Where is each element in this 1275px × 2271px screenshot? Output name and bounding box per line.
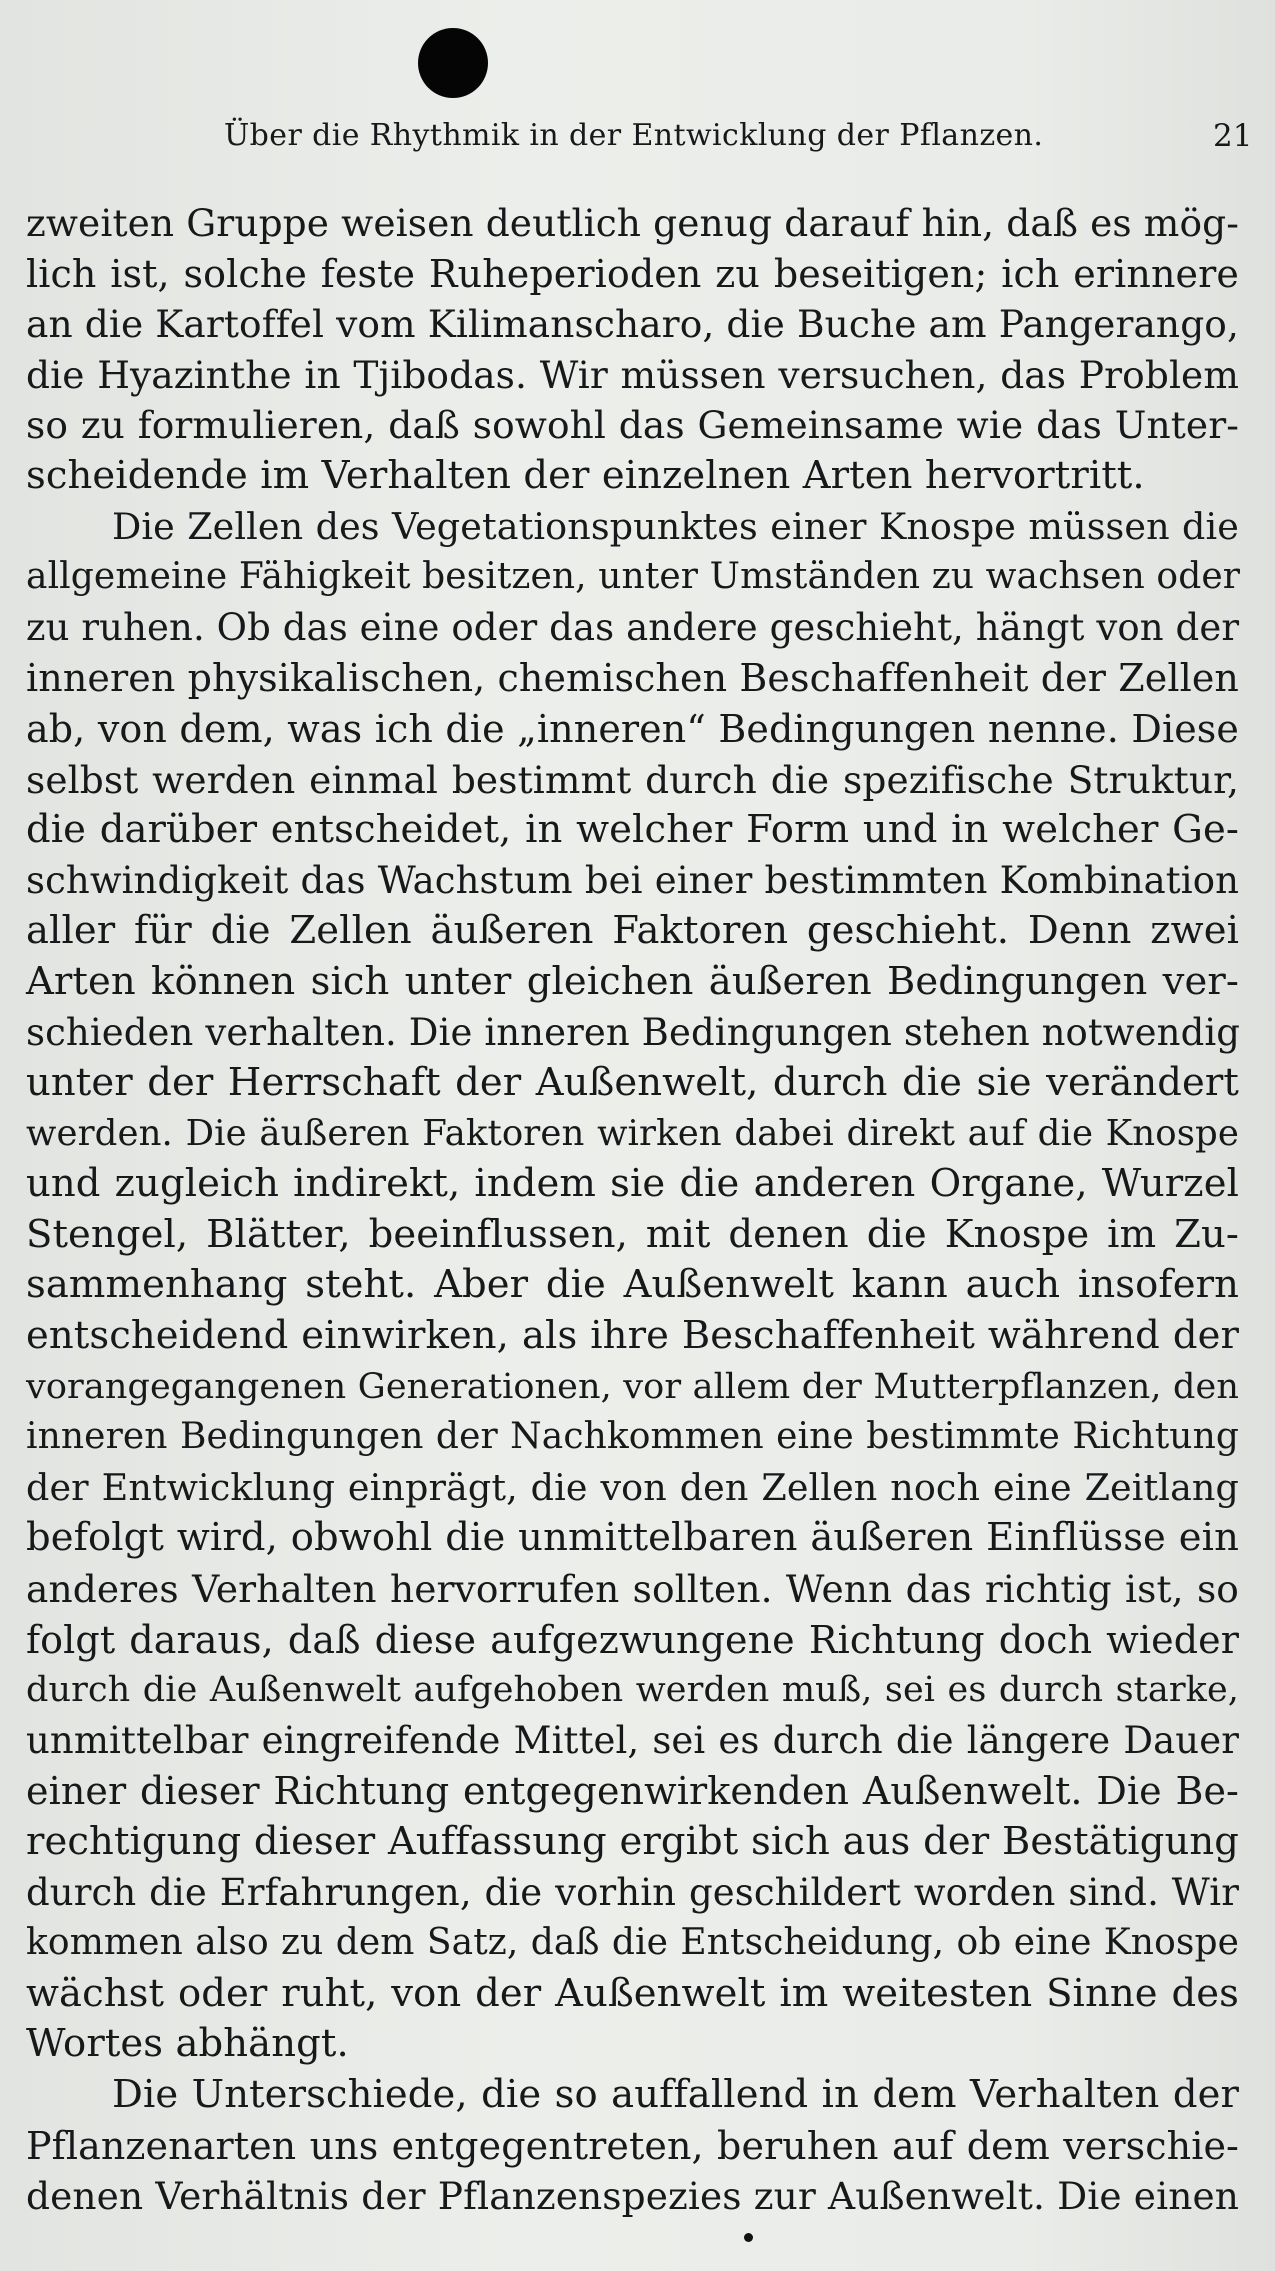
text-line: selbst werden einmal bestimmt durch die spezifische Struktur, bbox=[26, 757, 1239, 802]
running-title: Über die Rhythmik in der Entwicklung der Pflanzen. bbox=[224, 118, 1044, 153]
text-line: entscheidend einwirken, als ihre Beschaffenheit während der bbox=[26, 1313, 1239, 1359]
text-line: unmittelbar eingreifende Mittel, sei es durch die längere Dauer bbox=[26, 1718, 1239, 1762]
text-line: inneren Bedingungen der Nachkommen eine bestimmte Richtung bbox=[26, 1416, 1239, 1458]
body-text bbox=[26, 198, 1239, 2222]
text-line: der Entwicklung einprägt, die von den Zellen noch eine Zeitlang bbox=[26, 1465, 1239, 1509]
text-line: zu ruhen. Ob das eine oder das andere geschieht, hängt von der bbox=[26, 605, 1240, 649]
text-line: denen Verhältnis der Pflanzenspezies zur Außenwelt. Die einen bbox=[26, 2174, 1239, 2219]
text-line: und zugleich indirekt, indem sie die anderen Organe, Wurzel bbox=[26, 1161, 1239, 1207]
text-line: inneren physikalischen, chemischen Beschaffenheit der Zellen bbox=[26, 656, 1239, 701]
text-line: Pflanzenarten uns entgegentreten, beruhen auf dem verschie- bbox=[26, 2123, 1239, 2168]
page-number: 21 bbox=[1213, 118, 1253, 154]
text-line: Die Zellen des Vegetationspunktes einer Knospe müssen die bbox=[112, 504, 1239, 548]
text-line: kommen also zu dem Satz, daß die Entscheidung, ob eine Knospe bbox=[26, 1922, 1239, 1964]
text-line: einer dieser Richtung entgegenwirkenden Außenwelt. Die Be- bbox=[26, 1769, 1239, 1814]
text-line: wächst oder ruht, von der Außenwelt im weitesten Sinne des bbox=[26, 1970, 1239, 2016]
text-line: die Hyazinthe in Tjibodas. Wir müssen versuchen, das Problem bbox=[26, 352, 1239, 397]
running-header bbox=[0, 118, 1275, 158]
text-line: schieden verhalten. Die inneren Bedingungen stehen notwendig bbox=[26, 1010, 1241, 1054]
text-line: so zu formulieren, daß sowohl das Gemeinsame wie das Unter- bbox=[26, 403, 1239, 448]
text-line: Stengel, Blätter, beeinflussen, mit denen die Knospe im Zu- bbox=[26, 1211, 1239, 1257]
text-line: sammenhang steht. Aber die Außenwelt kann auch insofern bbox=[26, 1262, 1239, 1308]
text-line: Arten können sich unter gleichen äußeren Bedingungen ver- bbox=[26, 958, 1239, 1004]
text-line: anderes Verhalten hervorrufen sollten. Wenn das richtig ist, so bbox=[26, 1567, 1239, 1612]
text-line: rechtigung dieser Auffassung ergibt sich aus der Bestätigung bbox=[26, 1819, 1239, 1864]
text-line: unter der Herrschaft der Außenwelt, durch die sie verändert bbox=[26, 1060, 1239, 1106]
text-line: Wortes abhängt. bbox=[26, 2021, 349, 2067]
punch-hole-mark bbox=[418, 28, 488, 98]
text-line: allgemeine Fähigkeit besitzen, unter Umständen zu wachsen oder bbox=[26, 556, 1241, 598]
text-line: lich ist, solche feste Ruheperioden zu beseitigen; ich erinnere bbox=[26, 251, 1239, 296]
text-line: befolgt wird, obwohl die unmittelbaren äußeren Einflüsse ein bbox=[26, 1515, 1239, 1561]
text-line: an die Kartoffel vom Kilimanscharo, die Buche am Pangerango, bbox=[26, 302, 1239, 347]
text-line: durch die Erfahrungen, die vorhin geschildert worden sind. Wir bbox=[26, 1870, 1239, 1914]
text-line: folgt daraus, daß diese aufgezwungene Richtung doch wieder bbox=[26, 1617, 1239, 1662]
text-line: werden. Die äußeren Faktoren wirken dabei direkt auf die Knospe bbox=[26, 1112, 1239, 1154]
text-line: scheidende im Verhalten der einzelnen Arten hervortritt. bbox=[26, 452, 1145, 498]
text-line: schwindigkeit das Wachstum bei einer bestimmten Kombination bbox=[26, 858, 1239, 902]
text-line: ab, von dem, was ich die „inneren“ Bedingungen nenne. Diese bbox=[26, 706, 1239, 751]
text-line: vorangegangenen Generationen, vor allem der Mutterpflanzen, den bbox=[26, 1366, 1239, 1407]
text-line: durch die Außenwelt aufgehoben werden muß, sei es durch starke, bbox=[26, 1670, 1239, 1711]
text-line: aller für die Zellen äußeren Faktoren geschieht. Denn zwei bbox=[26, 908, 1239, 954]
text-line: zweiten Gruppe weisen deutlich genug darauf hin, daß es mög- bbox=[26, 201, 1239, 245]
text-line: die darüber entscheidet, in welcher Form und in welcher Ge- bbox=[26, 807, 1239, 853]
ink-speck-mark bbox=[744, 2233, 753, 2242]
text-line: Die Unterschiede, die so auffallend in dem Verhalten der bbox=[112, 2071, 1239, 2117]
